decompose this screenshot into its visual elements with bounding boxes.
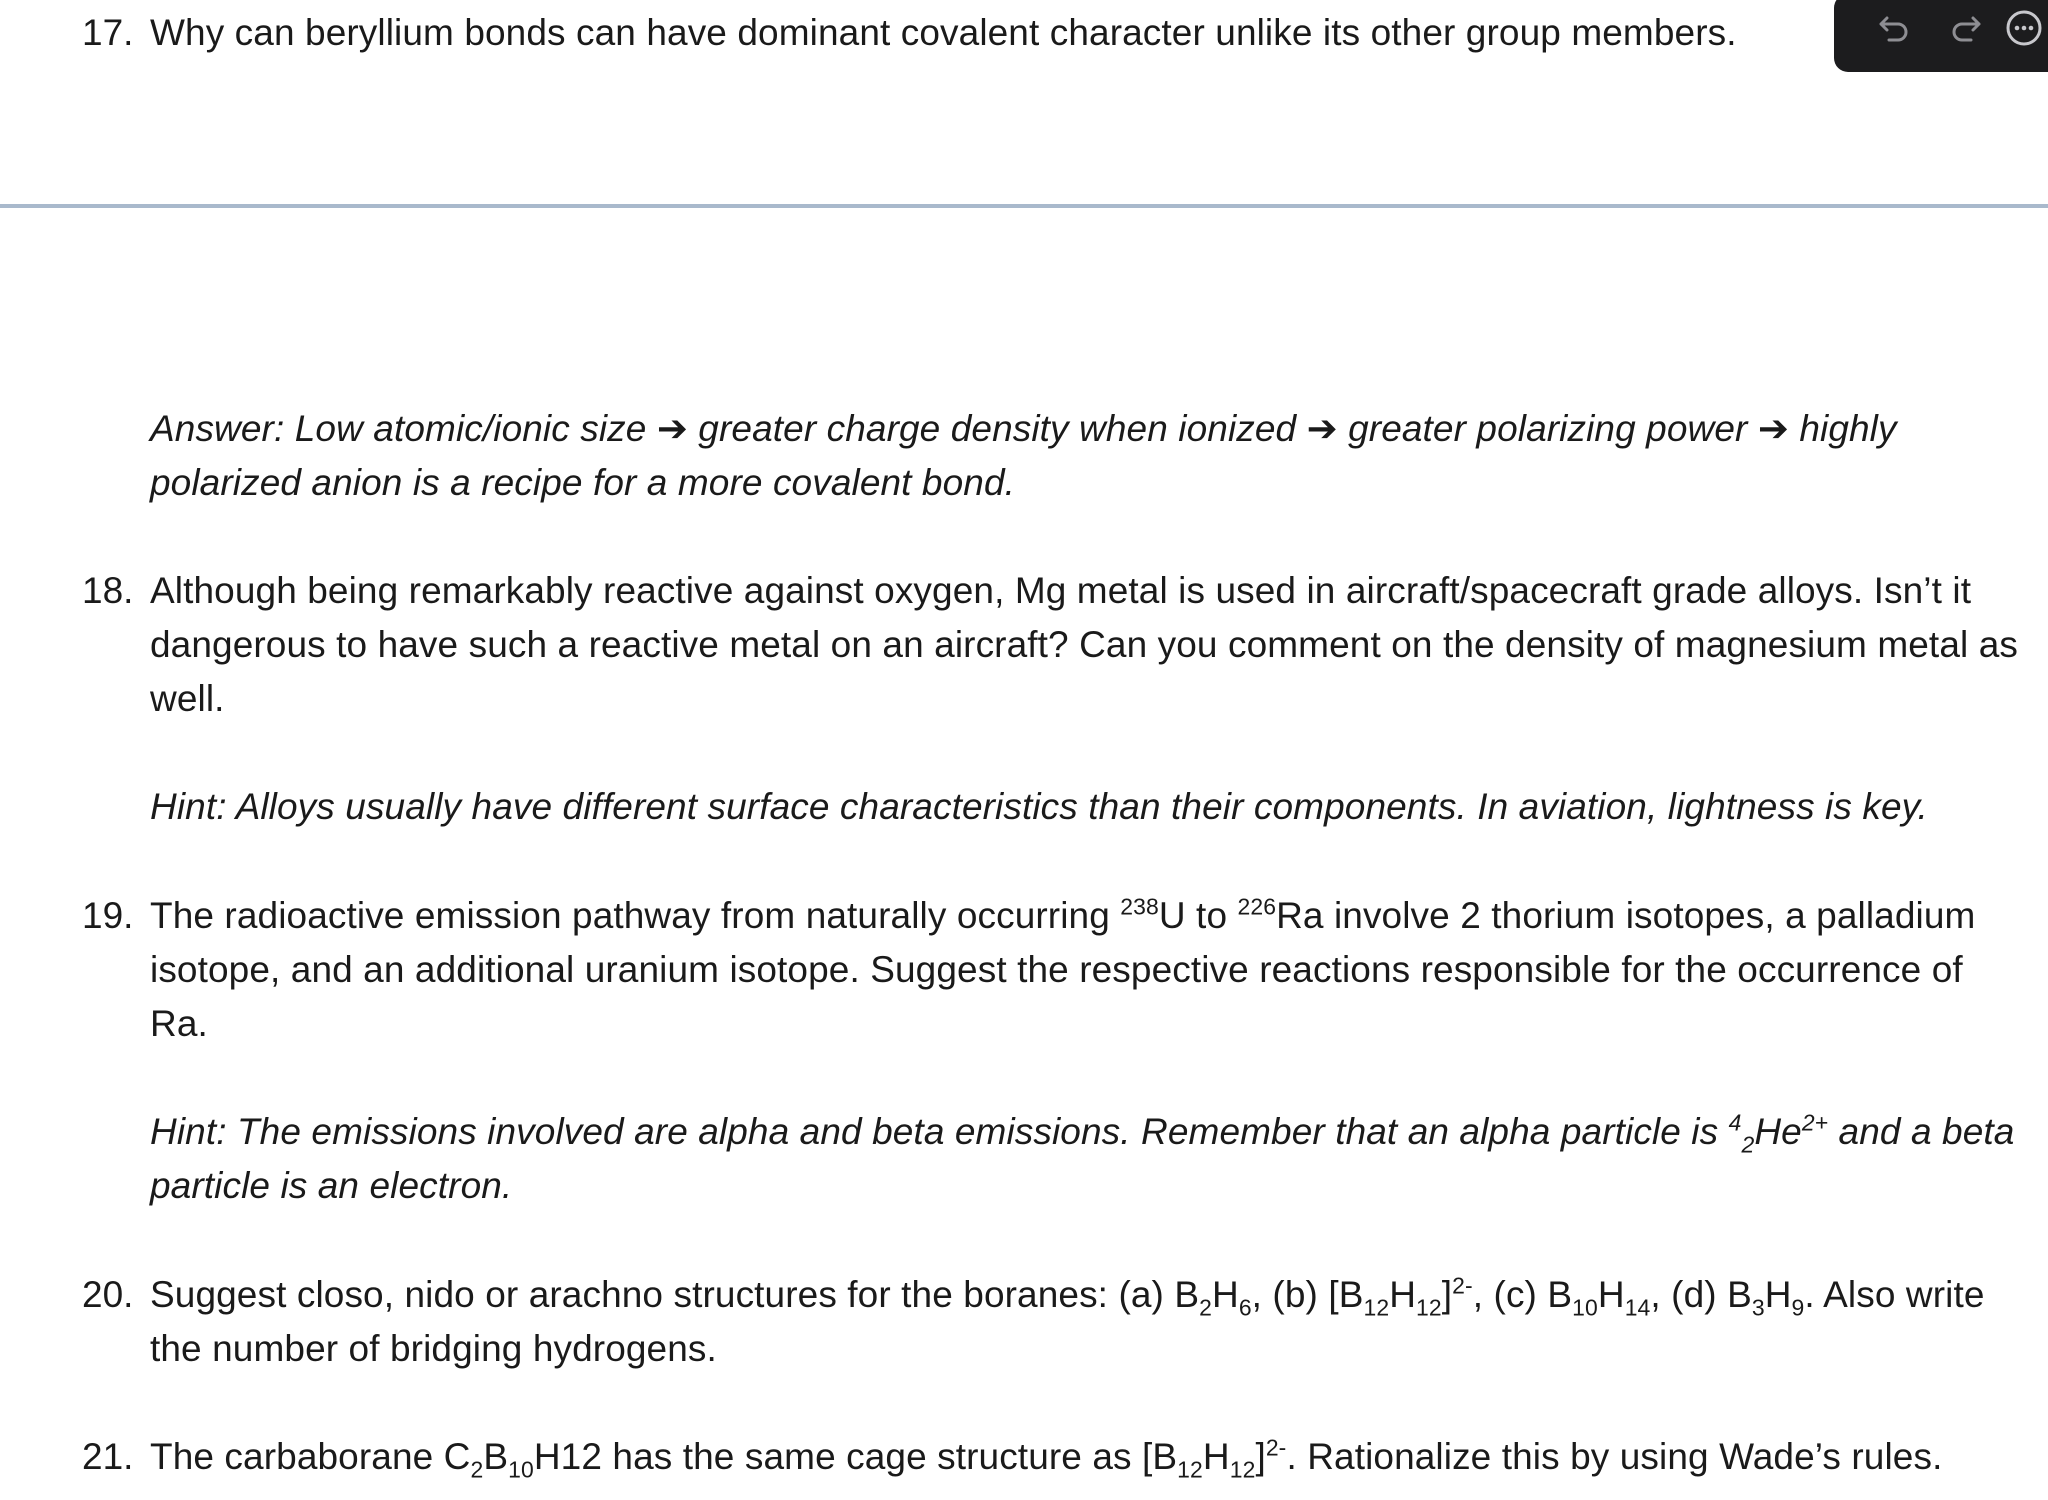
- question-segment: Suggest closo, nido or arachno structures for the boranes: (a) B: [150, 1274, 1200, 1315]
- question-21-text: [150, 1430, 2030, 1484]
- formula-subscript: 12: [1416, 1294, 1442, 1321]
- isotope-mass: 238: [1120, 893, 1159, 920]
- question-segment: , (b) [B: [1251, 1274, 1364, 1315]
- formula-subscript: 12: [1229, 1456, 1256, 1483]
- isotope-mass: 226: [1237, 893, 1277, 920]
- question-line: isotope, and an additional uranium isotope. Suggest the respective reactions responsible for the occurrence of: [150, 949, 1963, 990]
- formula-element: H: [1389, 1274, 1417, 1315]
- question-17-text: Why can beryllium bonds can have dominant covalent character unlike its other group members.: [150, 12, 1737, 53]
- formula-bracket: ]: [1441, 1274, 1453, 1315]
- question-17-answer: [150, 402, 2030, 510]
- question-segment: . Also write: [1804, 1274, 1985, 1315]
- question-19-hint: [150, 1105, 2030, 1213]
- answer-segment: greater charge density when ionized: [687, 408, 1307, 449]
- formula-element: H: [1202, 1436, 1230, 1477]
- formula-subscript: 14: [1624, 1294, 1651, 1321]
- redo-icon[interactable]: [1946, 8, 1986, 48]
- question-segment: U to: [1158, 895, 1238, 936]
- arrow-icon: ➔: [1757, 408, 1789, 449]
- question-segment: , (c) B: [1472, 1274, 1573, 1315]
- question-segment: , (d) B: [1650, 1274, 1752, 1315]
- formula-element: H: [1764, 1274, 1792, 1315]
- question-19-text: [150, 889, 2030, 1051]
- formula-subscript: 6: [1238, 1294, 1252, 1321]
- hint-segment: Hint: The emissions involved are alpha and beta emissions. Remember that an alpha particle is: [150, 1111, 1729, 1152]
- arrow-icon: ➔: [656, 408, 688, 449]
- question-segment: Ra involve 2 thorium isotopes, a palladium: [1276, 895, 1976, 936]
- formula-subscript: 12: [1363, 1294, 1390, 1321]
- answer-segment: Answer: Low atomic/ionic size: [150, 408, 657, 449]
- formula-charge: 2-: [1452, 1272, 1473, 1299]
- helium-atomic-number: 2: [1741, 1131, 1755, 1158]
- question-line: well.: [150, 678, 225, 719]
- arrow-icon: ➔: [1306, 408, 1338, 449]
- question-line: Ra.: [150, 1003, 208, 1044]
- helium-mass: 4: [1728, 1109, 1742, 1136]
- formula-subscript: 12: [1177, 1456, 1203, 1483]
- answer-segment: highly: [1788, 408, 1897, 449]
- formula-subscript: 10: [1572, 1294, 1598, 1321]
- question-segment: . Rationalize this by using Wade’s rules.: [1286, 1436, 1943, 1477]
- question-number: 19.: [82, 895, 134, 936]
- divider-line: [0, 204, 2048, 208]
- formula-subscript: 2: [1199, 1294, 1212, 1321]
- hint-segment: particle is an electron.: [150, 1165, 513, 1206]
- answer-segment: polarized anion is a recipe for a more covalent bond.: [150, 462, 1016, 503]
- formula-element: B: [483, 1436, 509, 1477]
- question-18-text: [150, 564, 2030, 726]
- question-segment: The carbaborane C: [150, 1436, 471, 1477]
- hint-segment: and a beta: [1828, 1111, 2015, 1152]
- formula-subscript: 2: [470, 1456, 484, 1483]
- formula-subscript: 10: [508, 1456, 534, 1483]
- undo-icon[interactable]: [1874, 8, 1914, 48]
- question-line: Although being remarkably reactive against oxygen, Mg metal is used in aircraft/spacecraft grade alloys. Isn’t it: [150, 570, 1972, 611]
- helium-symbol: He: [1754, 1111, 1802, 1152]
- formula-charge: 2-: [1265, 1434, 1287, 1461]
- formula-subscript: 9: [1791, 1294, 1805, 1321]
- question-number: 17.: [82, 12, 134, 53]
- question-number: 21.: [82, 1436, 134, 1477]
- question-line: the number of bridging hydrogens.: [150, 1328, 717, 1369]
- formula-element: H: [1211, 1274, 1239, 1315]
- more-options-icon[interactable]: [2004, 8, 2044, 48]
- question-number: 20.: [82, 1274, 134, 1315]
- question-20-text: [150, 1268, 2030, 1376]
- question-segment: The radioactive emission pathway from naturally occurring: [150, 895, 1121, 936]
- formula-subscript: 3: [1751, 1294, 1765, 1321]
- helium-charge: 2+: [1801, 1109, 1829, 1136]
- question-segment: H12 has the same cage structure as [B: [533, 1436, 1178, 1477]
- question-number: 18.: [82, 570, 134, 611]
- annotation-toolbar: [1834, 0, 2048, 72]
- formula-bracket: ]: [1255, 1436, 1266, 1477]
- question-line: dangerous to have such a reactive metal on an aircraft? Can you comment on the density of magnesium metal as: [150, 624, 2018, 665]
- question-18-hint: Hint: Alloys usually have different surface characteristics than their components. In aviation, lightness is key.: [150, 786, 1928, 827]
- answer-segment: greater polarizing power: [1337, 408, 1758, 449]
- formula-element: H: [1597, 1274, 1625, 1315]
